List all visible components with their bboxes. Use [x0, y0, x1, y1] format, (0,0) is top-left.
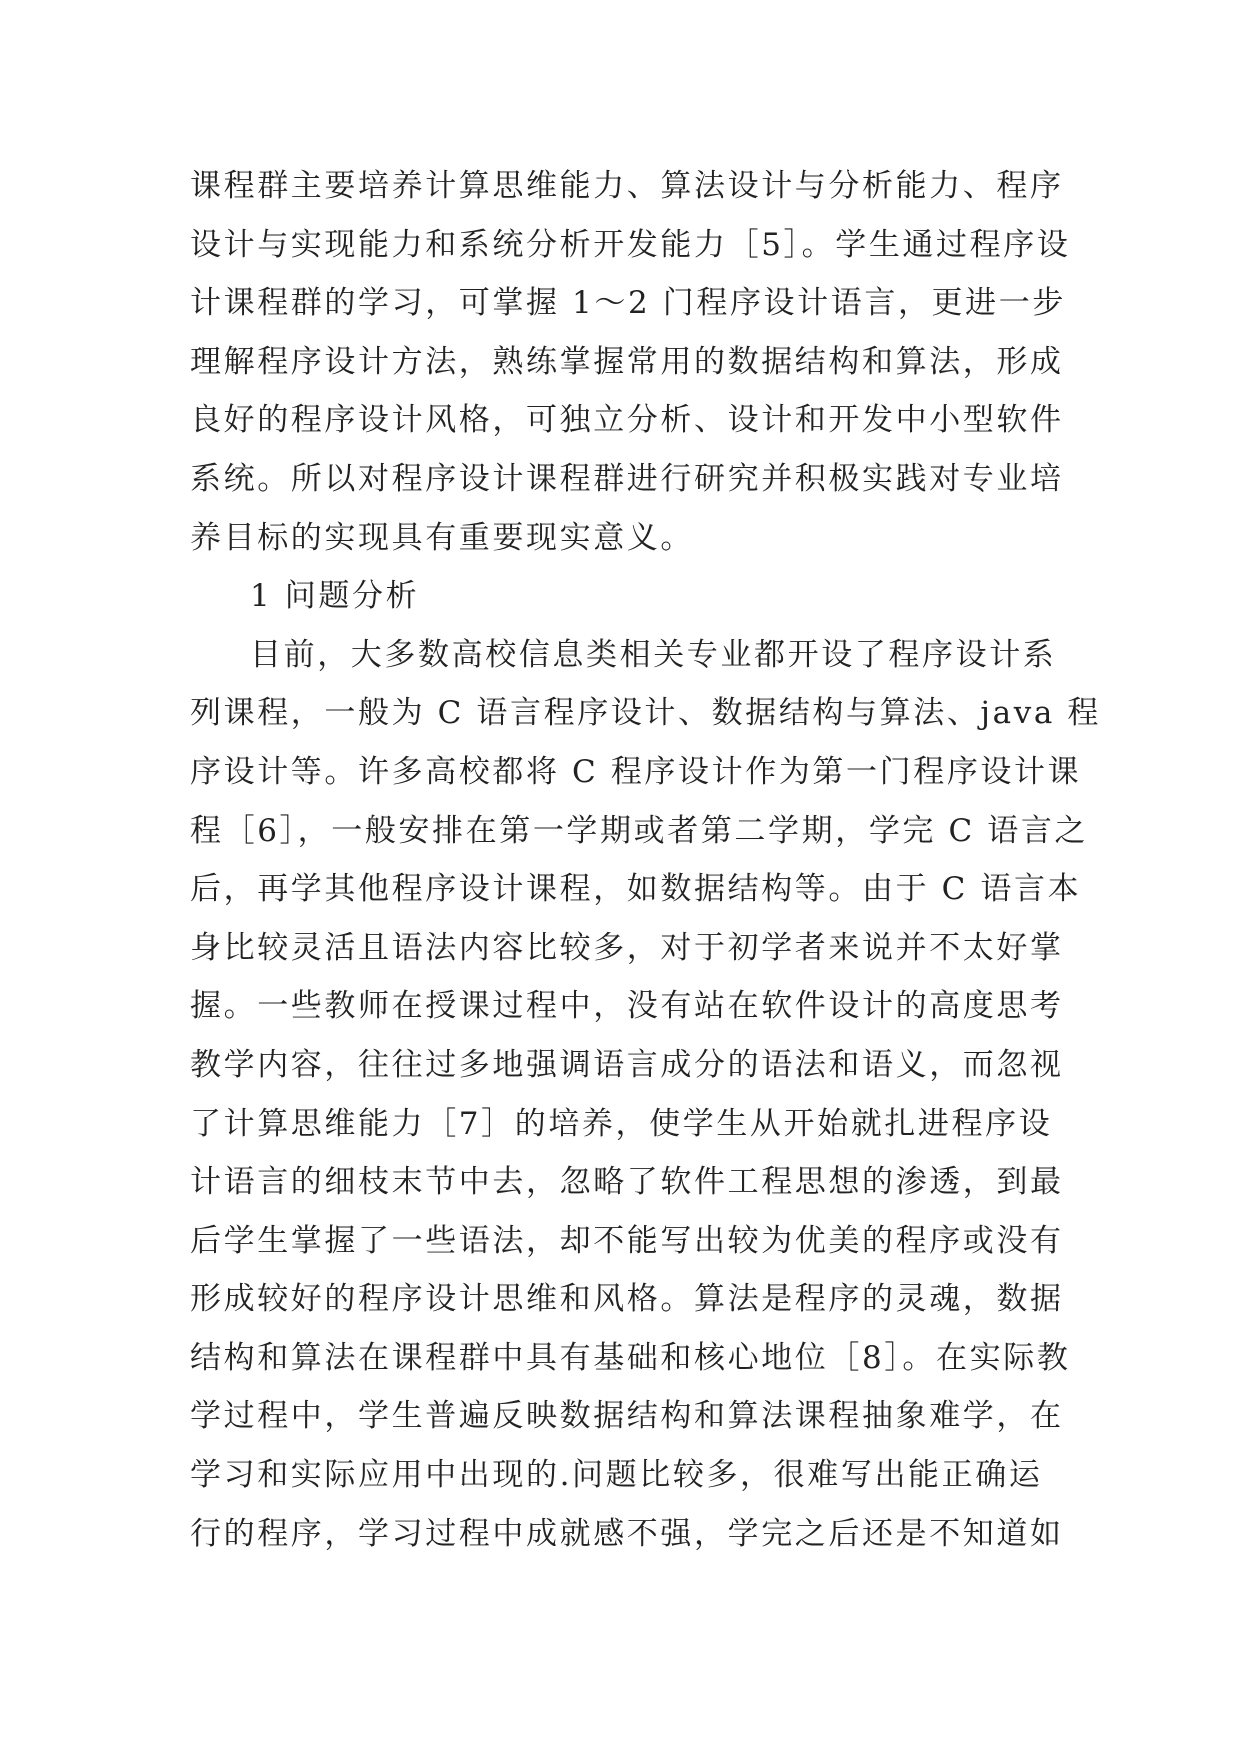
- text-line: 列课程，一般为 C 语言程序设计、数据结构与算法、java 程: [190, 695, 1101, 732]
- text-line: 1 问题分析: [250, 578, 420, 615]
- text-line: 计课程群的学习，可掌握 1～2 门程序设计语言，更进一步: [190, 285, 1066, 322]
- text-line: 学习和实际应用中出现的.问题比较多，很难写出能正确运: [190, 1457, 1043, 1494]
- text-line: 学过程中，学生普遍反映数据结构和算法课程抽象难学，在: [190, 1398, 1064, 1435]
- text-line: 序设计等。许多高校都将 C 程序设计作为第一门程序设计课: [190, 753, 1082, 790]
- text-line: 教学内容，往往过多地强调语言成分的语法和语义，而忽视: [190, 1046, 1064, 1083]
- text-line: 理解程序设计方法，熟练掌握常用的数据结构和算法，形成: [190, 343, 1064, 380]
- section-heading: [190, 567, 1070, 626]
- body-text: [190, 157, 1101, 1563]
- text-line: 程［6］，一般安排在第一学期或者第二学期，学完 C 语言之: [190, 812, 1089, 849]
- text-line: 后学生掌握了一些语法，却不能写出较为优美的程序或没有: [190, 1222, 1064, 1259]
- paragraph: [190, 157, 1070, 567]
- text-line: 了计算思维能力［7］的培养，使学生从开始就扎进程序设: [190, 1105, 1053, 1142]
- text-line: 计语言的细枝末节中去，忽略了软件工程思想的渗透，到最: [190, 1164, 1064, 1201]
- text-line: 结构和算法在课程群中具有基础和核心地位［8］。在实际教: [190, 1339, 1071, 1376]
- text-line: 握。一些教师在授课过程中，没有站在软件设计的高度思考: [190, 988, 1064, 1025]
- text-line: 良好的程序设计风格，可独立分析、设计和开发中小型软件: [190, 402, 1064, 439]
- text-line: 课程群主要培养计算思维能力、算法设计与分析能力、程序: [190, 168, 1064, 204]
- text-line: 身比较灵活且语法内容比较多，对于初学者来说并不太好掌: [190, 929, 1064, 966]
- text-line: 目前，大多数高校信息类相关专业都开设了程序设计系: [250, 636, 1057, 673]
- text-line: 设计与实现能力和系统分析开发能力［5］。学生通过程序设: [190, 226, 1071, 263]
- text-line: 系统。所以对程序设计课程群进行研究并积极实践对专业培: [190, 460, 1064, 497]
- text-line: 后，再学其他程序设计课程，如数据结构等。由于 C 语言本: [190, 871, 1082, 908]
- text-line: 养目标的实现具有重要现实意义。: [190, 519, 694, 556]
- text-line: 行的程序，学习过程中成就感不强，学完之后还是不知道如: [190, 1515, 1064, 1552]
- paragraph: [190, 626, 1101, 1564]
- text-line: 形成较好的程序设计思维和风格。算法是程序的灵魂，数据: [190, 1281, 1064, 1318]
